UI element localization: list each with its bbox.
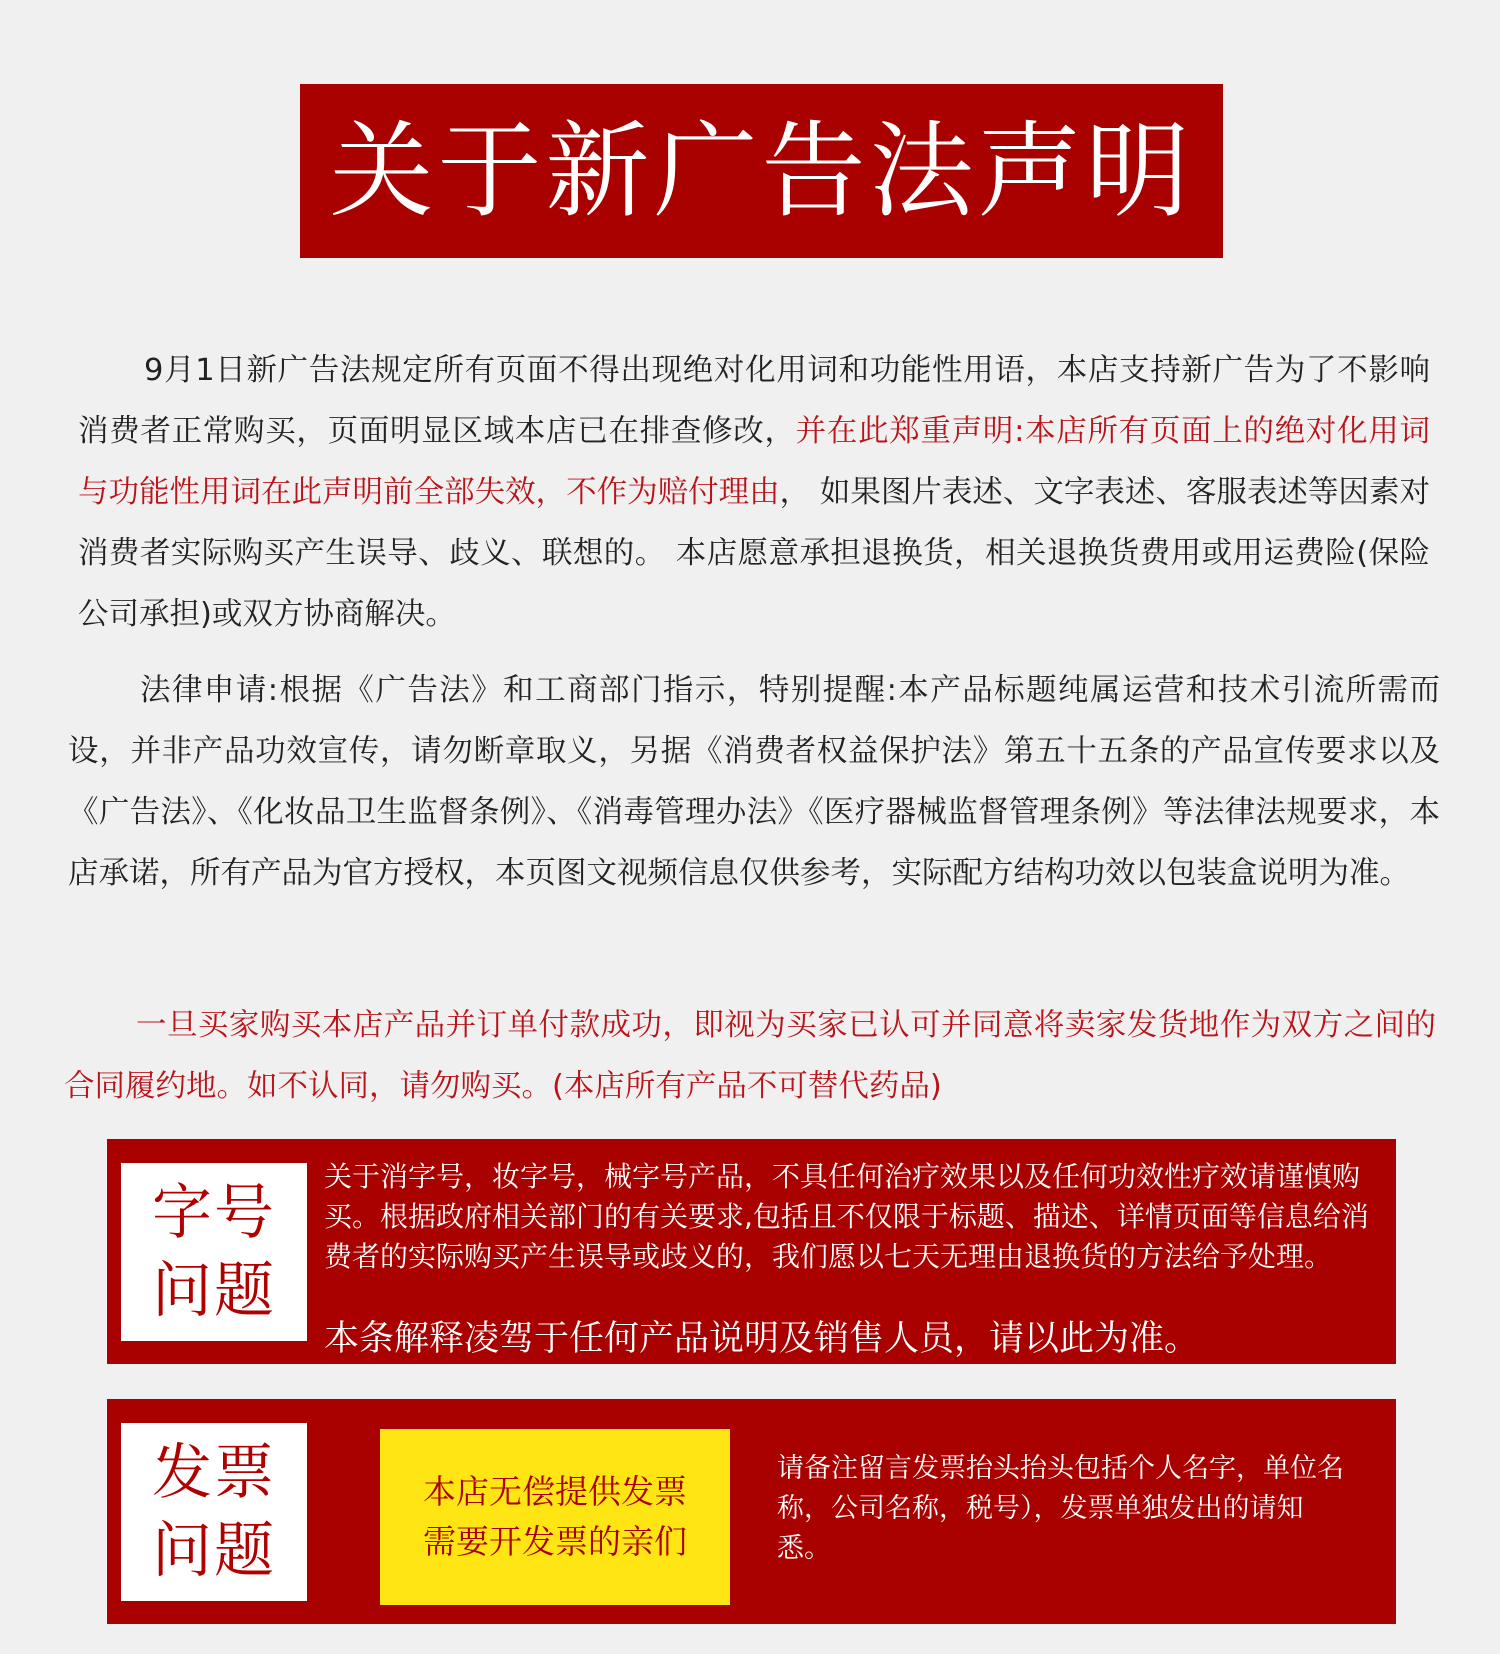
statement-paragraph	[78, 340, 1430, 645]
statement-text-normal: 9月1日新广告法规定所有页面不得出现绝对化用词和功能性用语，本店支持新广告为了不影响消费者正常购买，页面明显区域本店已在排查修改，	[78, 353, 1430, 449]
number-issue-label	[121, 1163, 307, 1341]
invoice-issue-label	[121, 1423, 307, 1601]
number-issue-text: 关于消字号，妆字号，械字号产品，不具任何治疗效果以及任何功效性疗效请谨慎购买。根据政府相关部门的有关要求,包括且不仅限于标题、描述、详情页面等信息给消费者的实际购买产生误导或歧义的，我们愿以七天无理由退换货的方法给予处理。	[324, 1160, 1369, 1273]
contract-paragraph: 一旦买家购买本店产品并订单付款成功，即视为买家已认可并同意将卖家发货地作为双方之间的合同履约地。如不认同，请勿购买。(本店所有产品不可替代药品)	[64, 1008, 1436, 1104]
invoice-free-line2: 需要开发票的亲们	[423, 1522, 687, 1561]
legal-paragraph: 法律申请:根据《广告法》和工商部门指示，特别提醒:本产品标题纯属运营和技术引流所需而设，并非产品功效宣传，请勿断章取义，另据《消费者权益保护法》第五十五条的产品宣传要求以及《广告法》、《化妆品卫生监督条例》、《消毒管理办法》《医疗器械监督管理条例》等法律法规要求，本店承诺，所有产品为官方授权，本页图文视频信息仅供参考，实际配方结构功效以包装盒说明为准。	[68, 673, 1440, 891]
invoice-free-badge	[380, 1429, 730, 1605]
statement-text-normal-after: ， 如果图片表述、文字表述、客服表述等因素对消费者实际购买产生误导、歧义、联想的。 本店愿意承担退换货，相关退换货费用或用运费险(保险公司承担)或双方协商解决。	[78, 475, 1430, 632]
invoice-issue-text: 请备注留言发票抬头抬头包括个人名字，单位名称，公司名称，税号），发票单独发出的请知悉。	[777, 1453, 1344, 1564]
number-issue-note: 本条解释凌驾于任何产品说明及销售人员，请以此为准。	[324, 1319, 1200, 1359]
title-banner	[300, 84, 1223, 258]
invoice-issue-label-line1: 发票	[152, 1438, 276, 1508]
page-title: 关于新广告法声明	[329, 110, 1194, 232]
statement-text-highlight: 并在此郑重声明:本店所有页面上的绝对化用词与功能性用词在此声明前全部失效，不作为赔付理由	[78, 414, 1431, 510]
invoice-free-line1: 本店无偿提供发票	[423, 1472, 687, 1511]
number-issue-label-line1: 字号	[152, 1178, 276, 1248]
number-issue-box	[107, 1139, 1396, 1364]
invoice-issue-box	[107, 1399, 1396, 1624]
number-issue-label-line2: 问题	[152, 1256, 276, 1326]
invoice-issue-label-line2: 问题	[152, 1516, 276, 1586]
